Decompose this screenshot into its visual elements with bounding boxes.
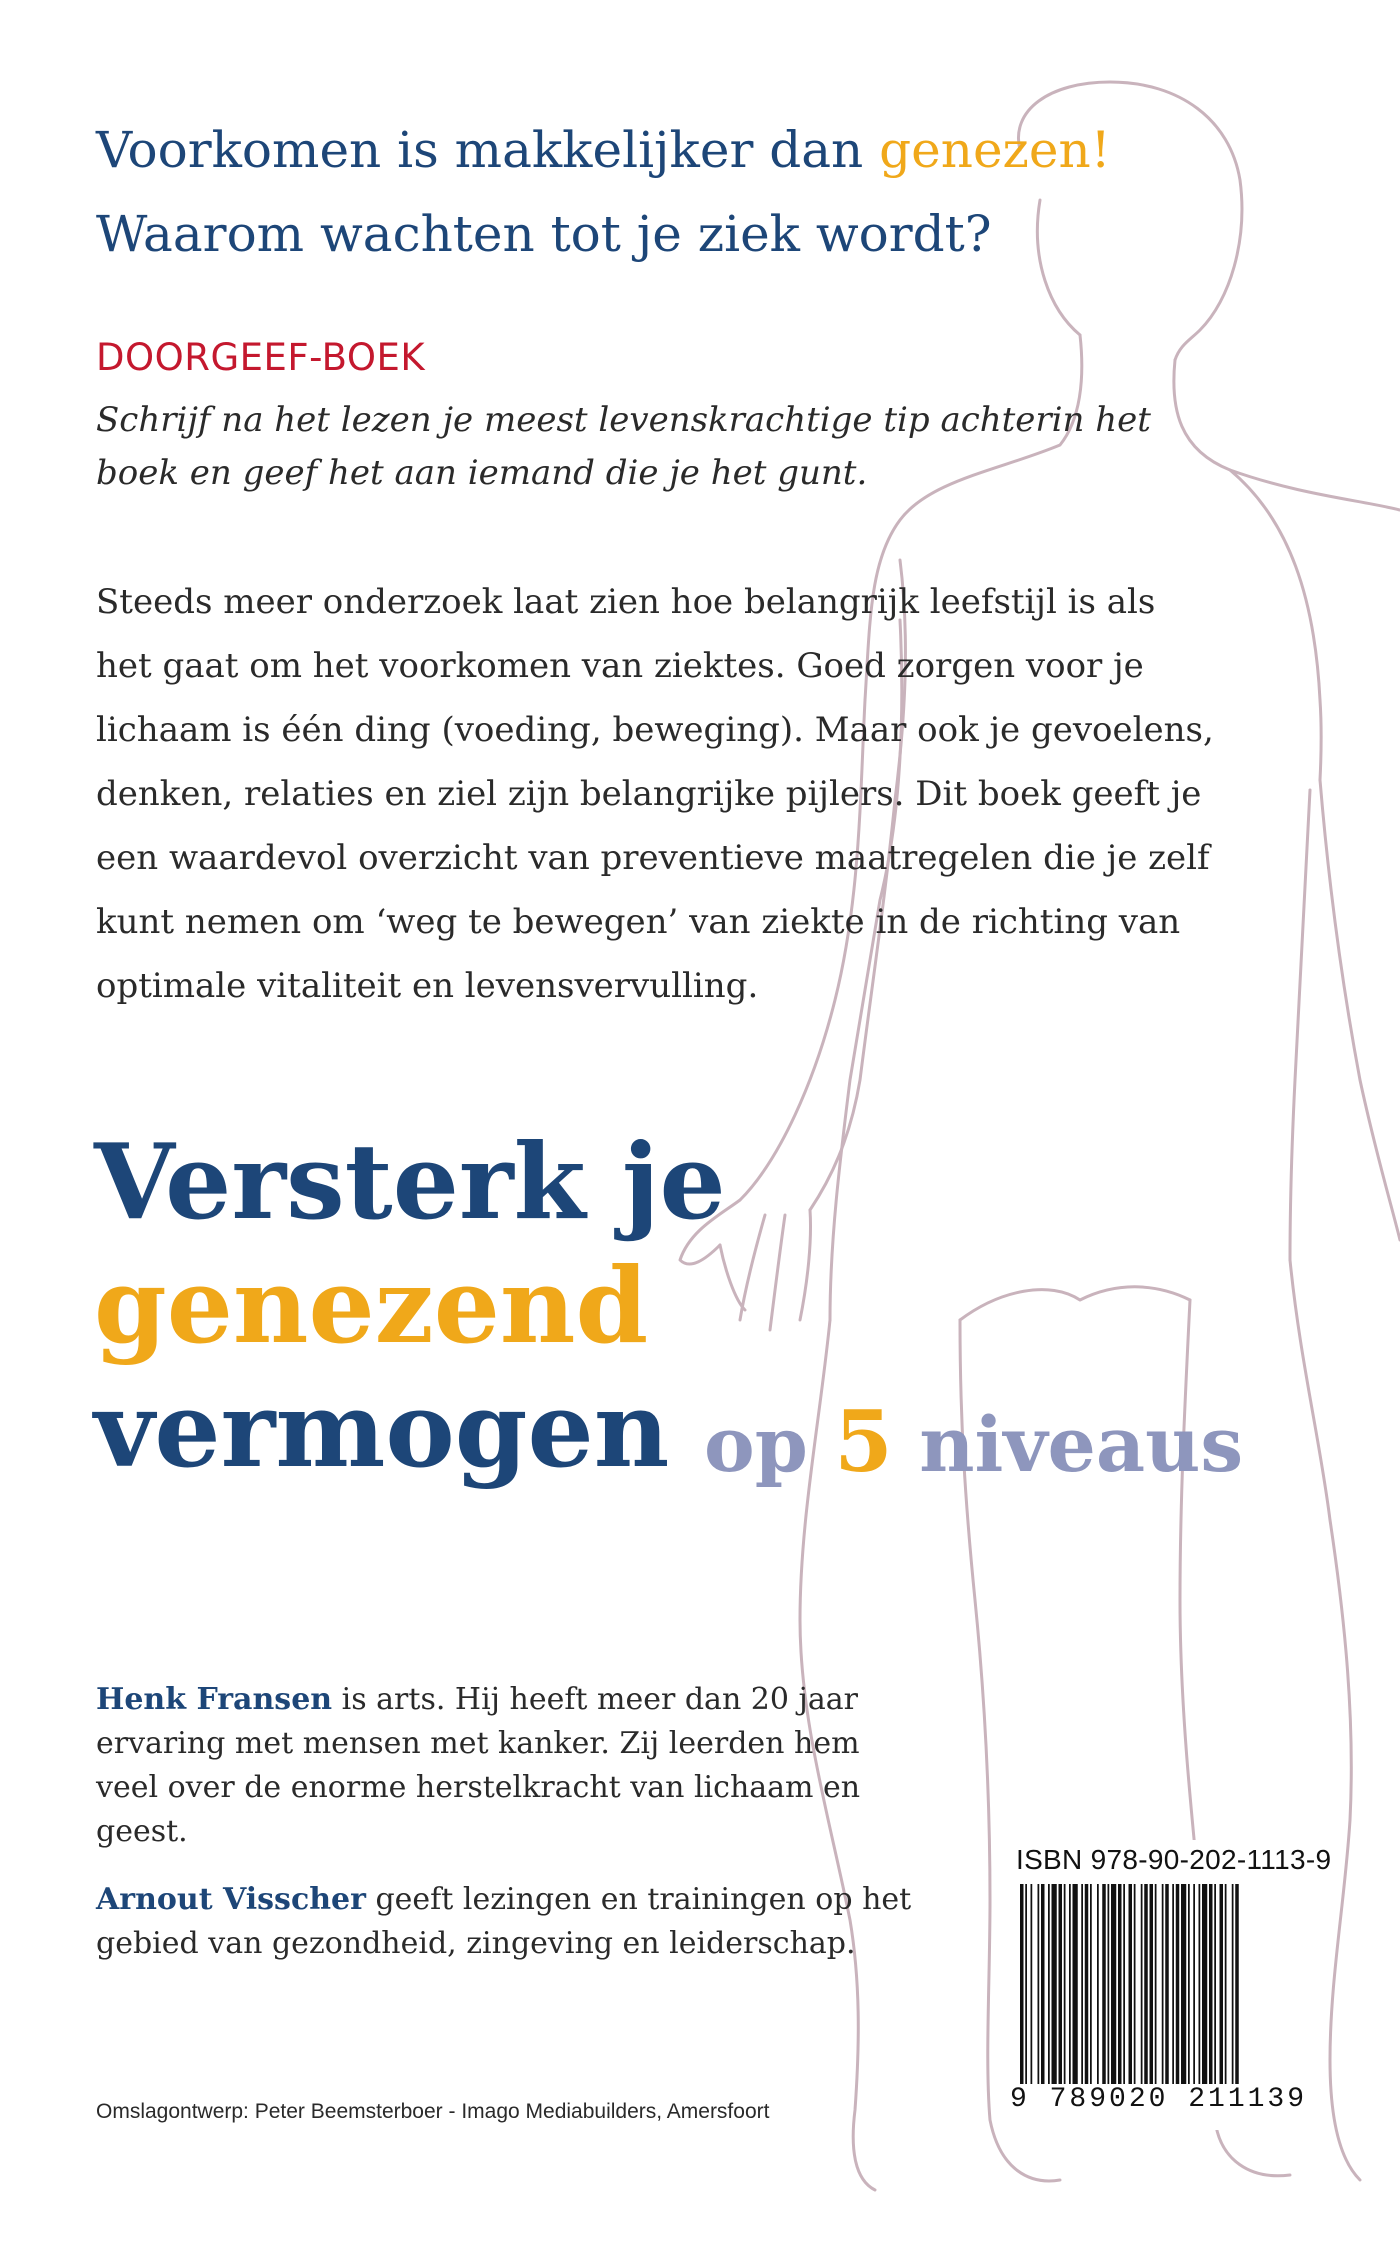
cover-design-credit: Omslagontwerp: Peter Beemsterboer - Imago Mediabuilders, Amersfoort — [96, 2100, 770, 2123]
barcode-bar — [1123, 1884, 1125, 2084]
barcode-bar — [1111, 1884, 1116, 2084]
barcode-bar — [1181, 1884, 1186, 2084]
barcode-bar — [1064, 1884, 1066, 2084]
barcode-bar — [1097, 1884, 1099, 2084]
author-name: Arnout Visscher — [96, 1882, 366, 1917]
barcode-bar — [1085, 1884, 1089, 2084]
barcode-bar — [1220, 1884, 1224, 2084]
barcode-bar — [1129, 1884, 1133, 2084]
barcode-bar — [1118, 1884, 1122, 2084]
barcode-bar — [1172, 1884, 1174, 2084]
barcode-bar — [1202, 1884, 1207, 2084]
book-title-line-1: Versterk je — [94, 1120, 726, 1243]
author-bio-2 — [96, 1878, 916, 1966]
barcode-bar — [1176, 1884, 1180, 2084]
barcode-bar — [1031, 1884, 1033, 2084]
barcode-bar — [1232, 1884, 1234, 2084]
barcode-bar — [1155, 1884, 1157, 2084]
barcode-bar — [1165, 1884, 1169, 2084]
barcode-bar — [1081, 1884, 1083, 2084]
book-title — [94, 1120, 726, 1492]
isbn-label: ISBN 978-90-202-1113-9 — [1016, 1844, 1332, 1875]
barcode-bar — [1041, 1884, 1045, 2084]
barcode-bar — [1141, 1884, 1143, 2084]
doorgeef-title: DOORGEEF-BOEK — [96, 336, 426, 379]
doorgeef-text: Schrijf na het lezen je meest levenskrachtige tip achterin het boek en geef het aan iemand die je het gunt. — [96, 400, 1151, 493]
tagline-accent-word: genezen! — [879, 121, 1111, 179]
book-subtitle — [704, 1392, 1243, 1491]
barcode-bar — [1025, 1884, 1027, 2084]
book-title-line-3: vermogen — [94, 1368, 670, 1491]
barcode-bar — [1048, 1884, 1050, 2084]
barcode-bar — [1059, 1884, 1063, 2084]
tagline-line-1-text: Voorkomen is makkelijker dan — [96, 121, 880, 179]
subtitle-post: niveaus — [892, 1400, 1244, 1489]
barcode-bar — [1020, 1884, 1024, 2084]
barcode-bar — [1102, 1884, 1106, 2084]
barcode-bar — [1188, 1884, 1190, 2084]
barcode-bar — [1134, 1884, 1136, 2084]
barcode-digits: 9 789020 211139 — [1010, 2084, 1308, 2115]
author-bio-text: is arts. Hij heeft meer dan 20 jaar ervaring met mensen met kanker. Zij leerden hem veel over de enorme herstelkracht van lichaam en geest. — [96, 1682, 861, 1849]
subtitle-pre: op — [704, 1400, 835, 1489]
barcode-bar — [1108, 1884, 1110, 2084]
author-bio-1 — [96, 1678, 916, 1854]
barcode-bar — [1052, 1884, 1057, 2084]
barcode-bar — [1235, 1884, 1239, 2084]
barcode-bar — [1199, 1884, 1201, 2084]
barcode-bar — [1193, 1884, 1195, 2084]
isbn-barcode — [1010, 1840, 1332, 2130]
subtitle-number: 5 — [834, 1392, 893, 1491]
author-name: Henk Fransen — [96, 1682, 333, 1717]
barcode-bar — [1073, 1884, 1078, 2084]
barcode-bar — [1090, 1884, 1092, 2084]
barcode-bar — [1225, 1884, 1227, 2084]
book-title-line-2: genezend — [94, 1244, 649, 1367]
barcode-bar — [1069, 1884, 1071, 2084]
barcode-bar — [1162, 1884, 1164, 2084]
description-paragraph: Steeds meer onderzoek laat zien hoe belangrijk leefstijl is als het gaat om het voorkomen van ziektes. Goed zorgen voor je lichaam is één ding (voeding, beweging). Maar ook je gevoelens, denken, relaties en ziel zijn belangrijke pijlers. Dit boek geeft je een waardevol overzicht van preventieve maatregelen die je zelf kunt nemen om ‘weg te bewegen’ van ziekte in de richting van optimale vitaliteit en levensvervulling. — [96, 582, 1214, 1006]
author-bio-text: geeft lezingen en trainingen op het gebied van gezondheid, zingeving en leiderschap. — [96, 1882, 912, 1961]
barcode-bar — [1214, 1884, 1216, 2084]
barcode-bars — [1020, 1884, 1314, 2084]
barcode-bar — [1038, 1884, 1040, 2084]
barcode-bar — [1144, 1884, 1148, 2084]
tagline-line-2: Waarom wachten tot je ziek wordt? — [96, 205, 992, 263]
barcode-bar — [1150, 1884, 1154, 2084]
tagline — [96, 108, 1111, 276]
tagline-line-1 — [96, 108, 1111, 192]
barcode-bar — [1209, 1884, 1213, 2084]
